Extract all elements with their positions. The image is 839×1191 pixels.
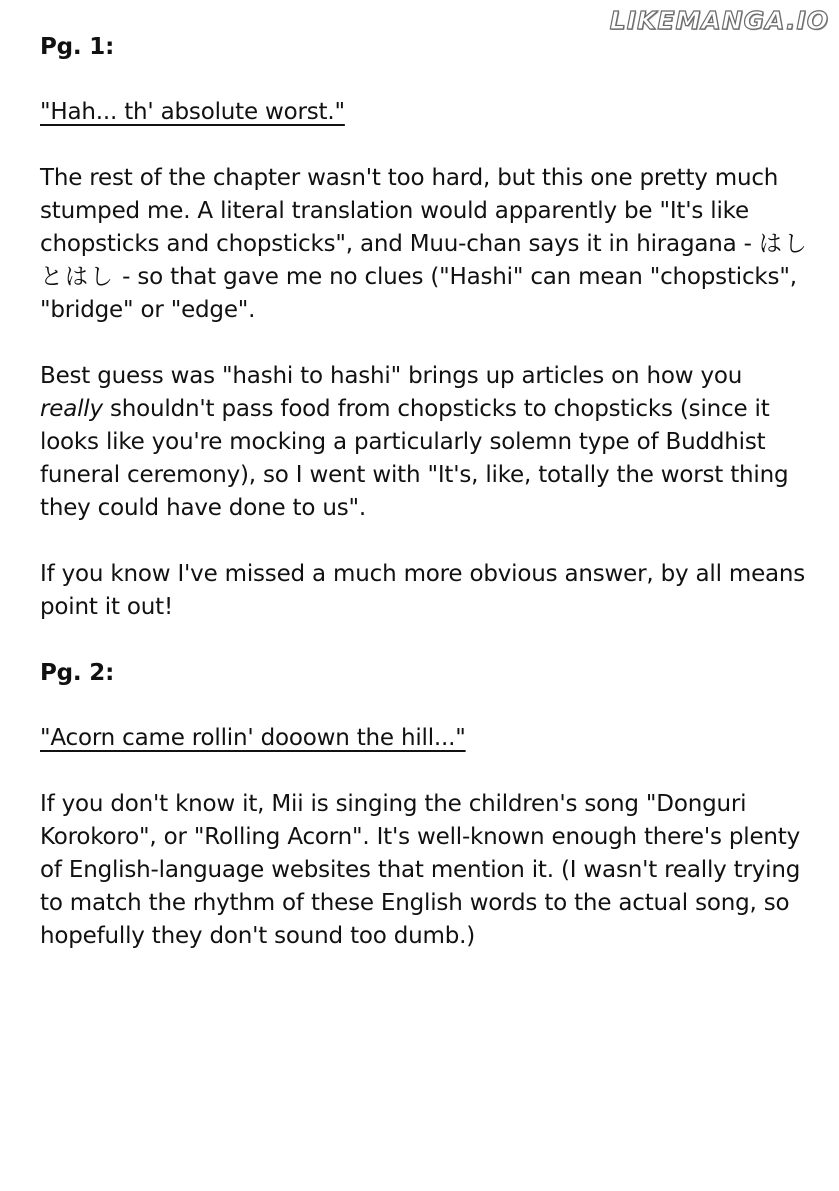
hiragana-text: はしとはし <box>40 231 809 290</box>
emphasis-text: really <box>40 396 103 422</box>
translation-notes <box>40 31 810 953</box>
quoted-line: "Acorn came rollin' dooown the hill..." <box>40 725 466 751</box>
note-paragraph: If you know I've missed a much more obvious answer, by all means point it out! <box>40 561 806 620</box>
note-paragraph: If you don't know it, Mii is singing the children's song "Donguri Korokoro", or "Rolling Acorn". It's well-known enough there's plenty of English-language websites that mention it. (I wasn't really trying to match the rhythm of these English words to the actual song, so hopefully they don't sound too dumb.) <box>40 791 801 949</box>
site-watermark: LIKEMANGA.IO <box>609 6 829 35</box>
note-text: The rest of the chapter wasn't too hard, but this one pretty much stumped me. A literal translation would apparently be "It's like chopsticks and chopsticks", and Muu-chan says it in hiragana - <box>40 165 779 257</box>
note-text: - so that gave me no clues ("Hashi" can mean "chopsticks", "bridge" or "edge". <box>40 264 797 323</box>
section-page-1 <box>40 31 810 624</box>
quoted-line: "Hah... th' absolute worst." <box>40 99 345 125</box>
note-paragraph <box>40 360 810 525</box>
note-paragraph <box>40 162 810 327</box>
note-text: Best guess was "hashi to hashi" brings up articles on how you <box>40 363 743 389</box>
note-text: shouldn't pass food from chopsticks to chopsticks (since it looks like you're mocking a particularly solemn type of Buddhist funeral ceremony), so I went with "It's, like, totally the worst thing they could have done to us". <box>40 396 789 521</box>
section-heading: Pg. 1: <box>40 34 115 60</box>
section-heading: Pg. 2: <box>40 660 115 686</box>
section-page-2 <box>40 657 810 953</box>
